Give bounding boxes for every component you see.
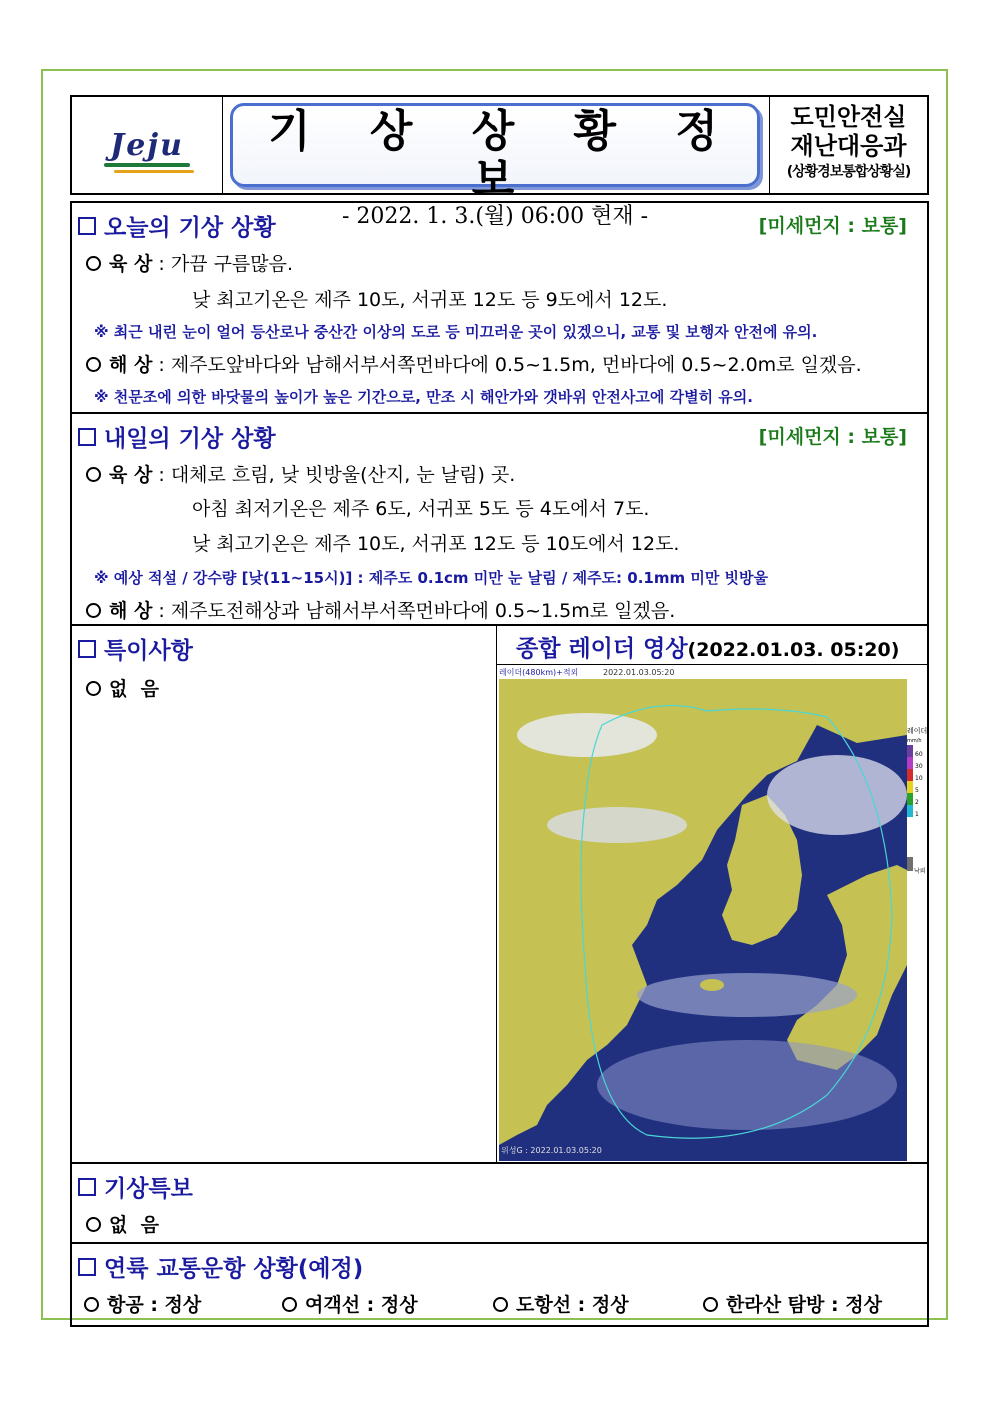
circle-bullet-icon [86,603,101,618]
warning-section [70,1162,929,1242]
checkbox-square-icon [78,1178,96,1196]
traffic-item-text: 한라산 탐방 : 정상 [726,1294,882,1316]
logo-swoosh-green [104,163,190,167]
tomorrow-dust: [미세먼지 : 보통] [758,426,907,448]
checkbox-square-icon [78,640,96,658]
today-section [70,201,929,412]
warning-item-text: 없 음 [109,1214,159,1236]
today-note2: ※ 천문조에 의한 바닷물의 높이가 높은 기간으로, 만조 시 해안가와 갯바위 안전사고에 각별히 유의. [94,388,753,406]
tomorrow-title: 내일의 기상 상황 [104,426,276,452]
traffic-item-hallasan [703,1290,882,1317]
legend-value: 60 [915,751,923,758]
today-note1: ※ 최근 내린 눈이 얼어 등산로나 중산간 이상의 도로 등 미끄러운 곳이 있겠으니, 교통 및 보행자 안전에 유의. [94,323,818,341]
legend-value: 2 [915,799,919,806]
special-heading [78,632,193,665]
radar-caption-bottom: 위성G : 2022.01.03.05:20 [501,1146,602,1155]
today-sea-label: 해 상 [109,354,153,376]
warning-heading [78,1170,193,1203]
circle-bullet-icon [86,467,101,482]
radar-heading [516,630,899,663]
warning-item [86,1210,159,1237]
tomorrow-land [86,460,515,487]
legend-value: 5 [915,787,919,794]
report-title: 기 상 상 황 정 보 [268,106,740,205]
traffic-item-island-ferry [493,1290,629,1317]
legend-value: 10 [915,775,923,782]
division-name: 재난대응과 [790,132,907,160]
tomorrow-heading [78,420,276,453]
tomorrow-land-line2: 아침 최저기온은 제주 6도, 서귀포 5도 등 4도에서 7도. [192,498,650,520]
today-land-label: 육 상 [109,253,153,275]
legend-title: 레이더 [907,727,928,735]
circle-bullet-icon [703,1297,718,1312]
report-title-box [230,103,760,229]
radar-image [497,664,927,1162]
logo-swoosh-orange [114,170,194,173]
today-land [86,249,293,276]
radar-title: 종합 레이더 영상 [516,636,688,662]
tomorrow-land-line1: : 대체로 흐림, 낮 빗방울(산지, 눈 날림) 곳. [158,464,516,486]
legend-unit: mm/h [907,738,922,744]
report-date: - 2022. 1. 3.(월) 06:00 현재 - [341,204,649,229]
warning-title: 기상특보 [104,1176,193,1202]
traffic-item-ferry [282,1290,418,1317]
jeju-logo [72,97,223,193]
traffic-item-air [84,1290,201,1317]
legend-value: 30 [915,763,923,770]
special-radar-section [70,624,929,1162]
circle-bullet-icon [282,1297,297,1312]
traffic-item-text: 항공 : 정상 [107,1294,202,1316]
radar-date: (2022.01.03. 05:20) [687,639,900,661]
traffic-heading [78,1250,363,1283]
tomorrow-sea-line1: : 제주도전해상과 남해서부서쪽먼바다에 0.5~1.5m로 일겠음. [158,600,676,622]
today-dust: [미세먼지 : 보통] [758,215,907,237]
department-box [769,97,927,193]
today-title: 오늘의 기상 상황 [104,215,276,241]
legend-value: 1 [915,811,919,818]
special-item-text: 없 음 [109,678,159,700]
tomorrow-land-line3: 낮 최고기온은 제주 10도, 서귀포 12도 등 10도에서 12도. [192,533,680,555]
traffic-item-text: 도항선 : 정상 [516,1294,629,1316]
circle-bullet-icon [493,1297,508,1312]
circle-bullet-icon [86,681,101,696]
department-name: 도민안전실 [790,103,907,131]
checkbox-square-icon [78,1258,96,1276]
office-name: (상황경보통합상황실) [786,164,911,180]
legend-lightning: 낙뢰 [914,868,926,875]
tomorrow-land-label: 육 상 [109,464,153,486]
today-land-line2: 낮 최고기온은 제주 10도, 서귀포 12도 등 9도에서 12도. [192,289,668,311]
radar-map-graphic [497,665,928,1161]
tomorrow-sea [86,596,675,623]
today-sea [86,350,862,377]
land-area-jeju [700,979,724,991]
today-sea-line1: : 제주도앞바다와 남해서부서쪽먼바다에 0.5~1.5m, 먼바다에 0.5~2.0m로 일겠음. [158,354,862,376]
radar-caption-time: 2022.01.03.05:20 [603,668,675,677]
tomorrow-sea-label: 해 상 [109,600,153,622]
circle-bullet-icon [86,1217,101,1232]
tomorrow-section [70,412,929,624]
special-title: 특이사항 [104,638,193,664]
checkbox-square-icon [78,428,96,446]
radar-caption-top: 레이더(480km)+적외 [499,668,579,677]
traffic-title: 연륙 교통운항 상황(예정) [104,1256,364,1282]
circle-bullet-icon [86,256,101,271]
jeju-logo-text: Jeju [110,128,184,163]
circle-bullet-icon [84,1297,99,1312]
tomorrow-note: ※ 예상 적설 / 강수량 [낮(11~15시)] : 제주도 0.1cm 미만 눈 날림 / 제주도: 0.1mm 미만 빗방울 [94,569,769,587]
traffic-item-text: 여객선 : 정상 [305,1294,418,1316]
special-item [86,674,159,701]
checkbox-square-icon [78,217,96,235]
circle-bullet-icon [86,357,101,372]
today-land-line1: : 가끔 구름많음. [158,253,294,275]
today-heading [78,209,276,242]
